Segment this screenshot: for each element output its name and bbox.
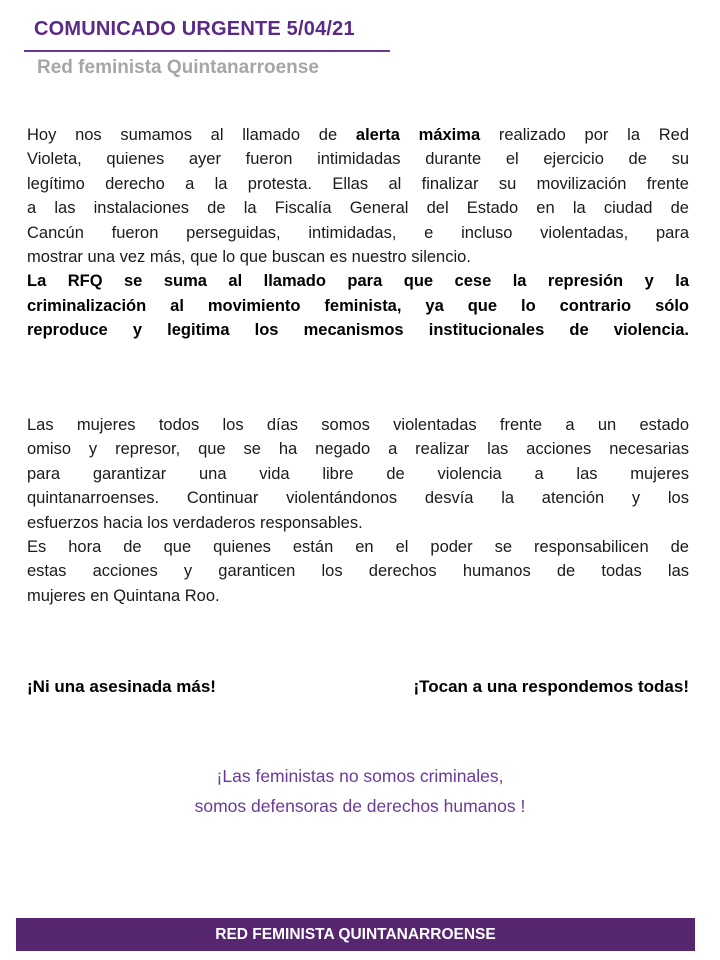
paragraph-line: para garantizar una vida libre de violencia a las mujeres <box>27 464 689 483</box>
closing-line-2: somos defensoras de derechos humanos ! <box>194 796 526 816</box>
paragraph-line: Es hora de que quienes están en el poder se responsabilicen de <box>27 537 689 556</box>
alerta-maxima-emphasis: alerta máxima <box>355 126 481 144</box>
paragraph-line: Violeta, quienes ayer fueron intimidadas durante el ejercicio de su <box>27 150 689 169</box>
paragraph-line: esfuerzos hacia los verdaderos responsables. <box>27 513 363 532</box>
paragraph-line: omiso y represor, que se ha negado a realizar las acciones necesarias <box>27 440 689 459</box>
footer-banner: RED FEMINISTA QUINTANARROENSE <box>16 918 695 951</box>
text-span: realizado por la Red <box>480 126 689 144</box>
closing-line-1: ¡Las feministas no somos criminales, <box>216 766 504 786</box>
slogan-right: ¡Tocan a una respondemos todas! <box>413 677 689 696</box>
paragraph-line: mostrar una vez más, que lo que buscan es nuestro silencio. <box>27 247 471 266</box>
paragraph-line: Cancún fueron perseguidas, intimidadas, e incluso violentadas, para <box>27 223 689 242</box>
document-title: COMUNICADO URGENTE 5/04/21 <box>34 18 355 40</box>
paragraph-line: legítimo derecho a la protesta. Ellas al finalizar su movilización frente <box>27 174 689 193</box>
title-divider <box>24 50 390 52</box>
text-span: Hoy nos sumamos al llamado de <box>27 126 356 144</box>
paragraph-line: estas acciones y garanticen los derechos humanos de todas las <box>27 562 689 581</box>
bold-statement-line: criminalización al movimiento feminista, ya que lo contrario sólo <box>27 296 689 315</box>
paragraph-line: mujeres en Quintana Roo. <box>27 586 220 605</box>
bold-statement-line: La RFQ se suma al llamado para que cese la represión y la <box>27 272 689 291</box>
paragraph-line <box>27 123 689 147</box>
paragraph-line: Las mujeres todos los días somos violentadas frente a un estado <box>27 416 689 434</box>
paragraph-2 <box>27 413 689 608</box>
paragraph-line: a las instalaciones de la Fiscalía General del Estado en la ciudad de <box>27 199 689 218</box>
paragraph-line: quintanarroenses. Continuar violentándonos desvía la atención y los <box>27 489 689 508</box>
slogan-left: ¡Ni una asesinada más! <box>27 677 216 696</box>
document-subtitle: Red feminista Quintanarroense <box>37 57 319 78</box>
bold-statement-line: reproduce y legitima los mecanismos institucionales de violencia. <box>27 321 689 340</box>
paragraph-1 <box>27 123 689 343</box>
